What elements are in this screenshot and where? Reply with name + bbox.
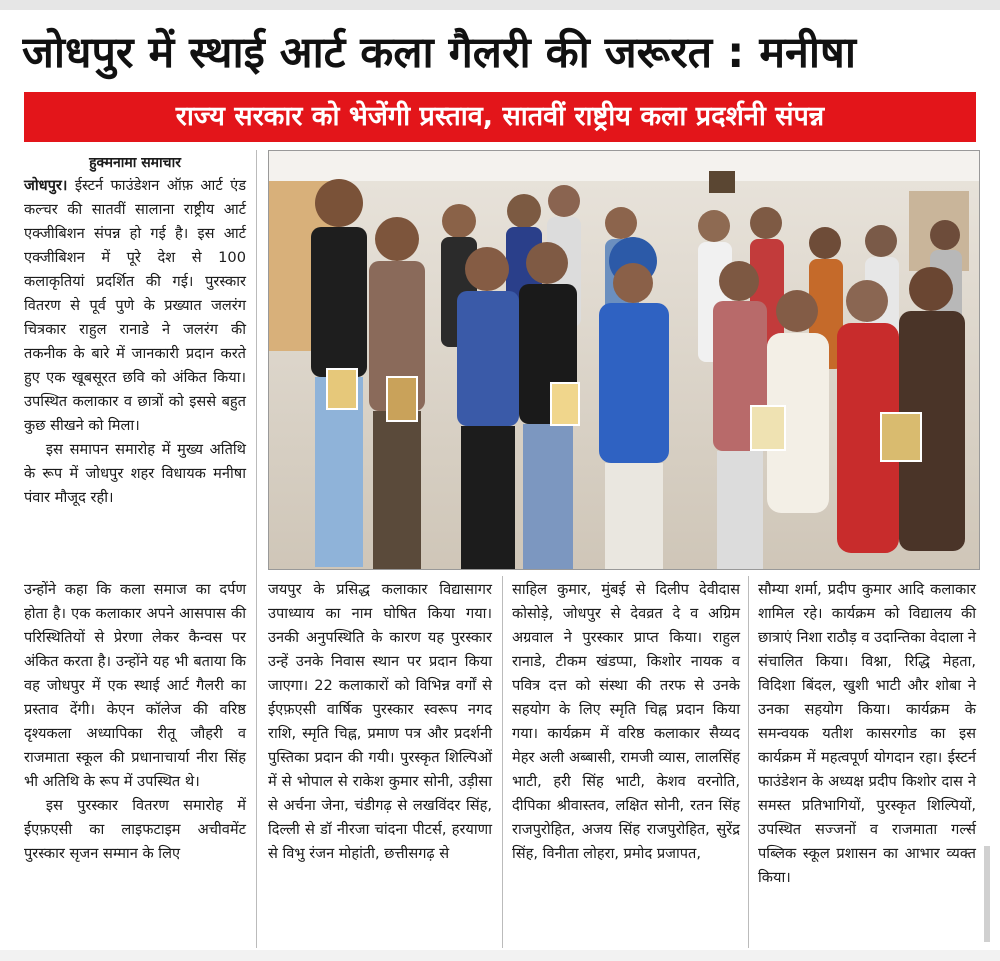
article-paragraph: इस समापन समारोह में मुख्य अतिथि के रूप में जोधपुर शहर विधायक मनीषा पंवार मौजूद रही। <box>24 441 246 506</box>
paragraph-text: ईस्टर्न फाउंडेशन ऑफ़ आर्ट एंड कल्चर की सातवीं सालाना राष्ट्रीय आर्ट एक्जीबिशन संपन्न हो गई है। इस आर्ट एक्जीबिशन में पूरे देश से 100 कलाकृतियां प्रदर्शित की गई। पुरस्कार वितरण से पूर्व पुणे के प्रख्यात जलरंग चित्रकार राहुल रानाडे ने जलरंग की तकनीक के बारे में जानकारी प्रदान करते हुए एक खूबसूरत छवि को अंकित किया। उपस्थित कलाकार व छात्रों को इससे बहुत कुछ सीखने को मिला। <box>24 177 247 434</box>
article-column-1-top <box>24 152 246 510</box>
column-divider <box>256 150 257 948</box>
article-column-2: जयपुर के प्रसिद्ध कलाकार विद्यासागर उपाध्याय का नाम घोषित किया गया। उनकी अनुपस्थिति के कारण यह पुरस्कार उन्हें उनके निवास स्थान पर प्रदान किया जाएगा। 22 कलाकारों को विभिन्न वर्गों से ईएफ़एसी वार्षिक पुरस्कार स्वरूप नगद राशि, स्मृति चिह्न, प्रमाण पत्र और प्रदर्शनी पुस्तिका प्रदान की गयी। पुरस्कृत शिल्पिओं में से भोपाल से राकेश कुमार सोनी, उड़ीसा से अर्चना जेना, चंडीगढ़ से लखविंदर सिंह, दिल्ली से डॉ नीरजा चांदना पीटर्स, हरयाणा से विभु रंजन मोहांती, छत्तीसगढ़ से <box>268 581 492 862</box>
group-photo-illustration <box>269 151 979 569</box>
dateline: जोधपुर। <box>24 177 68 194</box>
bottom-margin-strip <box>0 950 1000 961</box>
article-paragraph <box>24 174 246 438</box>
byline: हुक्मनामा समाचार <box>89 155 181 171</box>
article-paragraph: इस पुरस्कार वितरण समारोह में ईएफ़एसी का लाइफटाइम अचीवमेंट पुरस्कार सृजन सम्मान के लिए <box>24 797 246 862</box>
sub-headline-banner: राज्य सरकार को भेजेंगी प्रस्ताव, सातवीं राष्ट्रीय कला प्रदर्शनी संपन्न <box>24 92 976 142</box>
article-column-3: साहिल कुमार, मुंबई से दिलीप देवीदास कोसोड़े, जोधपुर से देवव्रत दे व अग्रिम अग्रवाल ने पुरस्कार प्राप्त किया। राहुल रानाडे, टीकम खंडप्पा, किशोर नायक व पवित्र दत्त को संस्था की तरफ से उनके सहयोग के लिए स्मृति चिह्न प्रदान किया गया। कार्यक्रम में वरिष्ठ कलाकार सैय्यद मेहर अली अब्बासी, रामजी व्यास, लालसिंह भाटी, हरी सिंह भाटी, केशव वरनोति, दीपिका श्रीवास्तव, लक्षित सोनी, रतन सिंह राजपुरोहित, अजय सिंह राजपुरोहित, सुरेंद्र सिंह, विनीता लोहरा, प्रमोद प्रजापत, <box>512 581 740 862</box>
page-headline: जोधपुर में स्थाई आर्ट कला गैलरी की जरूरत : मनीषा <box>22 28 857 78</box>
group-photo <box>268 150 980 570</box>
page-edge-shadow <box>984 846 990 942</box>
top-margin-band <box>0 0 1000 10</box>
column-divider <box>748 576 749 948</box>
article-column-4: सौम्या शर्मा, प्रदीप कुमार आदि कलाकार शामिल रहे। कार्यक्रम को विद्यालय की छात्राएं निशा राठौड़ व उदान्तिका वेदाला ने संचालित किया। विश्ना, रिद्धि मेहता, विदिशा बिंदल, खुशी भाटी और शोबा ने उनका सहयोग किया। कार्यक्रम के समन्वयक यतीश कासरगोड का इस कार्यक्रम में महत्वपूर्ण योगदान रहा। ईस्टर्न फाउंडेशन के अध्यक्ष प्रदीप किशोर दास ने समस्त प्रतिभागियों, पुरस्कृत शिल्पियों, उपस्थित सज्जनों व राजमाता गर्ल्स पब्लिक स्कूल प्रशासन का आभार व्यक्त किया। <box>758 581 976 886</box>
article-column-1-bottom <box>24 578 246 866</box>
column-divider <box>502 576 503 948</box>
article-paragraph: उन्होंने कहा कि कला समाज का दर्पण होता है। एक कलाकार अपने आसपास की परिस्थितियों से प्रेरणा लेकर कैन्वस पर अंकित करता है। उन्होंने यह भी बताया कि वह जोधपुर में एक स्थाई आर्ट गैलरी का प्रस्ताव देंगी। केएन कॉलेज की वरिष्ठ दृश्यकला अध्यापिका रीतू जौहरी व राजमाता स्कूल की प्रधानाचार्या नीरा सिंह भी अतिथि के रूप में उपस्थित थे। <box>24 581 246 790</box>
